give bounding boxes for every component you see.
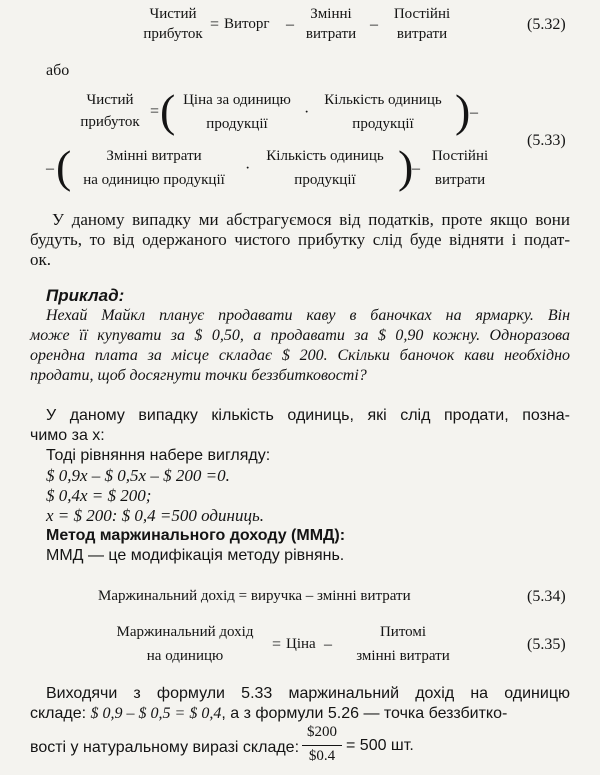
eq533-qty2-top: Кількість одиниць <box>266 148 384 164</box>
eq532-revenue: Виторг <box>224 16 270 32</box>
calc-line-2: $ 0,4x = $ 200; <box>46 486 152 505</box>
eq532-lhs-bottom: прибуток <box>143 26 203 42</box>
para2-line-1: У даному випадку кількість одиниць, які слід продати, позна- <box>46 407 570 424</box>
eq535-lhs-top: Маржинальний дохід <box>116 624 254 640</box>
eq532-variable-bottom: витрати <box>305 26 357 42</box>
para2-line-2: чимо за x: <box>30 427 105 444</box>
para3-line-2-a: складе: <box>30 705 87 722</box>
fraction-bar <box>302 745 342 746</box>
eq533-price-top: Ціна за одиницю <box>183 92 291 108</box>
eq533-minus-3: – <box>412 160 420 177</box>
eq532-minus-2: – <box>370 16 378 33</box>
eq532-fixed-top: Постійні <box>393 6 451 22</box>
eq533-minus-2: – <box>46 160 54 177</box>
eq535-price: Ціна <box>286 636 316 652</box>
para3-line-2-b: , а з формули 5.26 — точка беззбитко- <box>221 705 508 722</box>
eq533-lhs-bottom: прибуток <box>80 114 140 130</box>
eq533-minus-1: – <box>470 104 478 121</box>
example-heading: Приклад: <box>46 286 125 305</box>
para2-line-3: Тоді рівняння набере вигляду: <box>46 447 271 464</box>
eq535-minus: – <box>324 636 332 653</box>
eq533-varcost-top: Змінні витрати <box>106 148 202 164</box>
eq535-rhs-top: Питомі <box>379 624 427 640</box>
eq532-fixed-bottom: витрати <box>396 26 448 42</box>
eq533-qty2-bottom: продукції <box>294 172 356 188</box>
para3-line-3-a: вості у натуральному виразі складе: <box>30 739 300 756</box>
eq535-equals: = <box>272 636 282 653</box>
method-heading: Метод маржинального доходу (ММД): <box>46 527 346 544</box>
example-line-1: Нехай Майкл планує продавати каву в баночках на ярмарку. Він <box>46 307 570 324</box>
calc-line-3: x = $ 200: $ 0,4 =500 одиниць. <box>46 506 264 525</box>
eq533-close-paren-2: ) <box>398 141 414 192</box>
eq533-dot-2: · <box>245 160 251 177</box>
eq533-qty-top: Кількість одиниць <box>324 92 442 108</box>
eq534-number: (5.34) <box>527 588 566 605</box>
eq533-open-paren-2: ( <box>56 141 72 192</box>
eq532-variable-top: Змінні <box>310 6 352 22</box>
eq532-lhs-top: Чистий <box>149 6 197 22</box>
eq532-equals: = <box>210 16 220 33</box>
example-line-4: продати, щоб досягнути точки беззбитковості? <box>30 367 367 384</box>
calc-line-1: $ 0,9x – $ 0,5x – $ 200 =0. <box>46 466 230 485</box>
eq533-number: (5.33) <box>527 132 566 149</box>
eq533-price-bottom: продукції <box>206 116 268 132</box>
para3-line-2 <box>30 704 507 724</box>
fraction-denominator: $0.4 <box>308 748 336 764</box>
example-line-2: може її купувати за $ 0,50, а продавати за $ 0,90 кожну. Одноразова <box>30 327 570 344</box>
example-line-3: орендна плата за місце складає $ 200. Скільки баночок кави необхідно <box>30 347 570 364</box>
method-definition: ММД — це модифікація методу рівнянь. <box>46 547 345 564</box>
para1-line-1: У даному випадку ми абстрагуємося від податків, проте якщо вони <box>52 210 570 229</box>
eq535-number: (5.35) <box>527 636 566 653</box>
eq533-qty-bottom: продукції <box>352 116 414 132</box>
eq533-open-paren-1: ( <box>160 85 176 136</box>
para3-line-3-b: = 500 шт. <box>346 737 414 754</box>
abo-word: або <box>46 62 70 79</box>
fraction-numerator: $200 <box>307 724 337 740</box>
eq533-lhs-top: Чистий <box>86 92 134 108</box>
para3-line-2-formula: $ 0,9 – $ 0,5 = $ 0,4 <box>90 705 222 722</box>
eq533-close-paren-1: ) <box>455 85 471 136</box>
eq533-fixed-top: Постійні <box>431 148 489 164</box>
eq533-fixed-bottom: витрати <box>434 172 486 188</box>
eq533-varcost-bottom: на одиницю продукції <box>83 172 225 188</box>
eq535-lhs-bottom: на одиницю <box>146 648 224 664</box>
eq535-rhs-bottom: змінні витрати <box>356 648 450 664</box>
para1-line-3: ок. <box>30 250 52 269</box>
eq532-minus-1: – <box>286 16 294 33</box>
eq533-dot-1: · <box>304 104 310 121</box>
eq534-text: Маржинальний дохід = виручка – змінні витрати <box>98 588 411 604</box>
para3-line-1: Виходячи з формули 5.33 маржинальний дохід на одиницю <box>46 685 570 702</box>
para1-line-2: будуть, то від одержаного чистого прибутку слід буде відняти і подат- <box>30 230 570 249</box>
eq533-equals: = <box>150 103 160 120</box>
eq532-number: (5.32) <box>527 16 566 33</box>
